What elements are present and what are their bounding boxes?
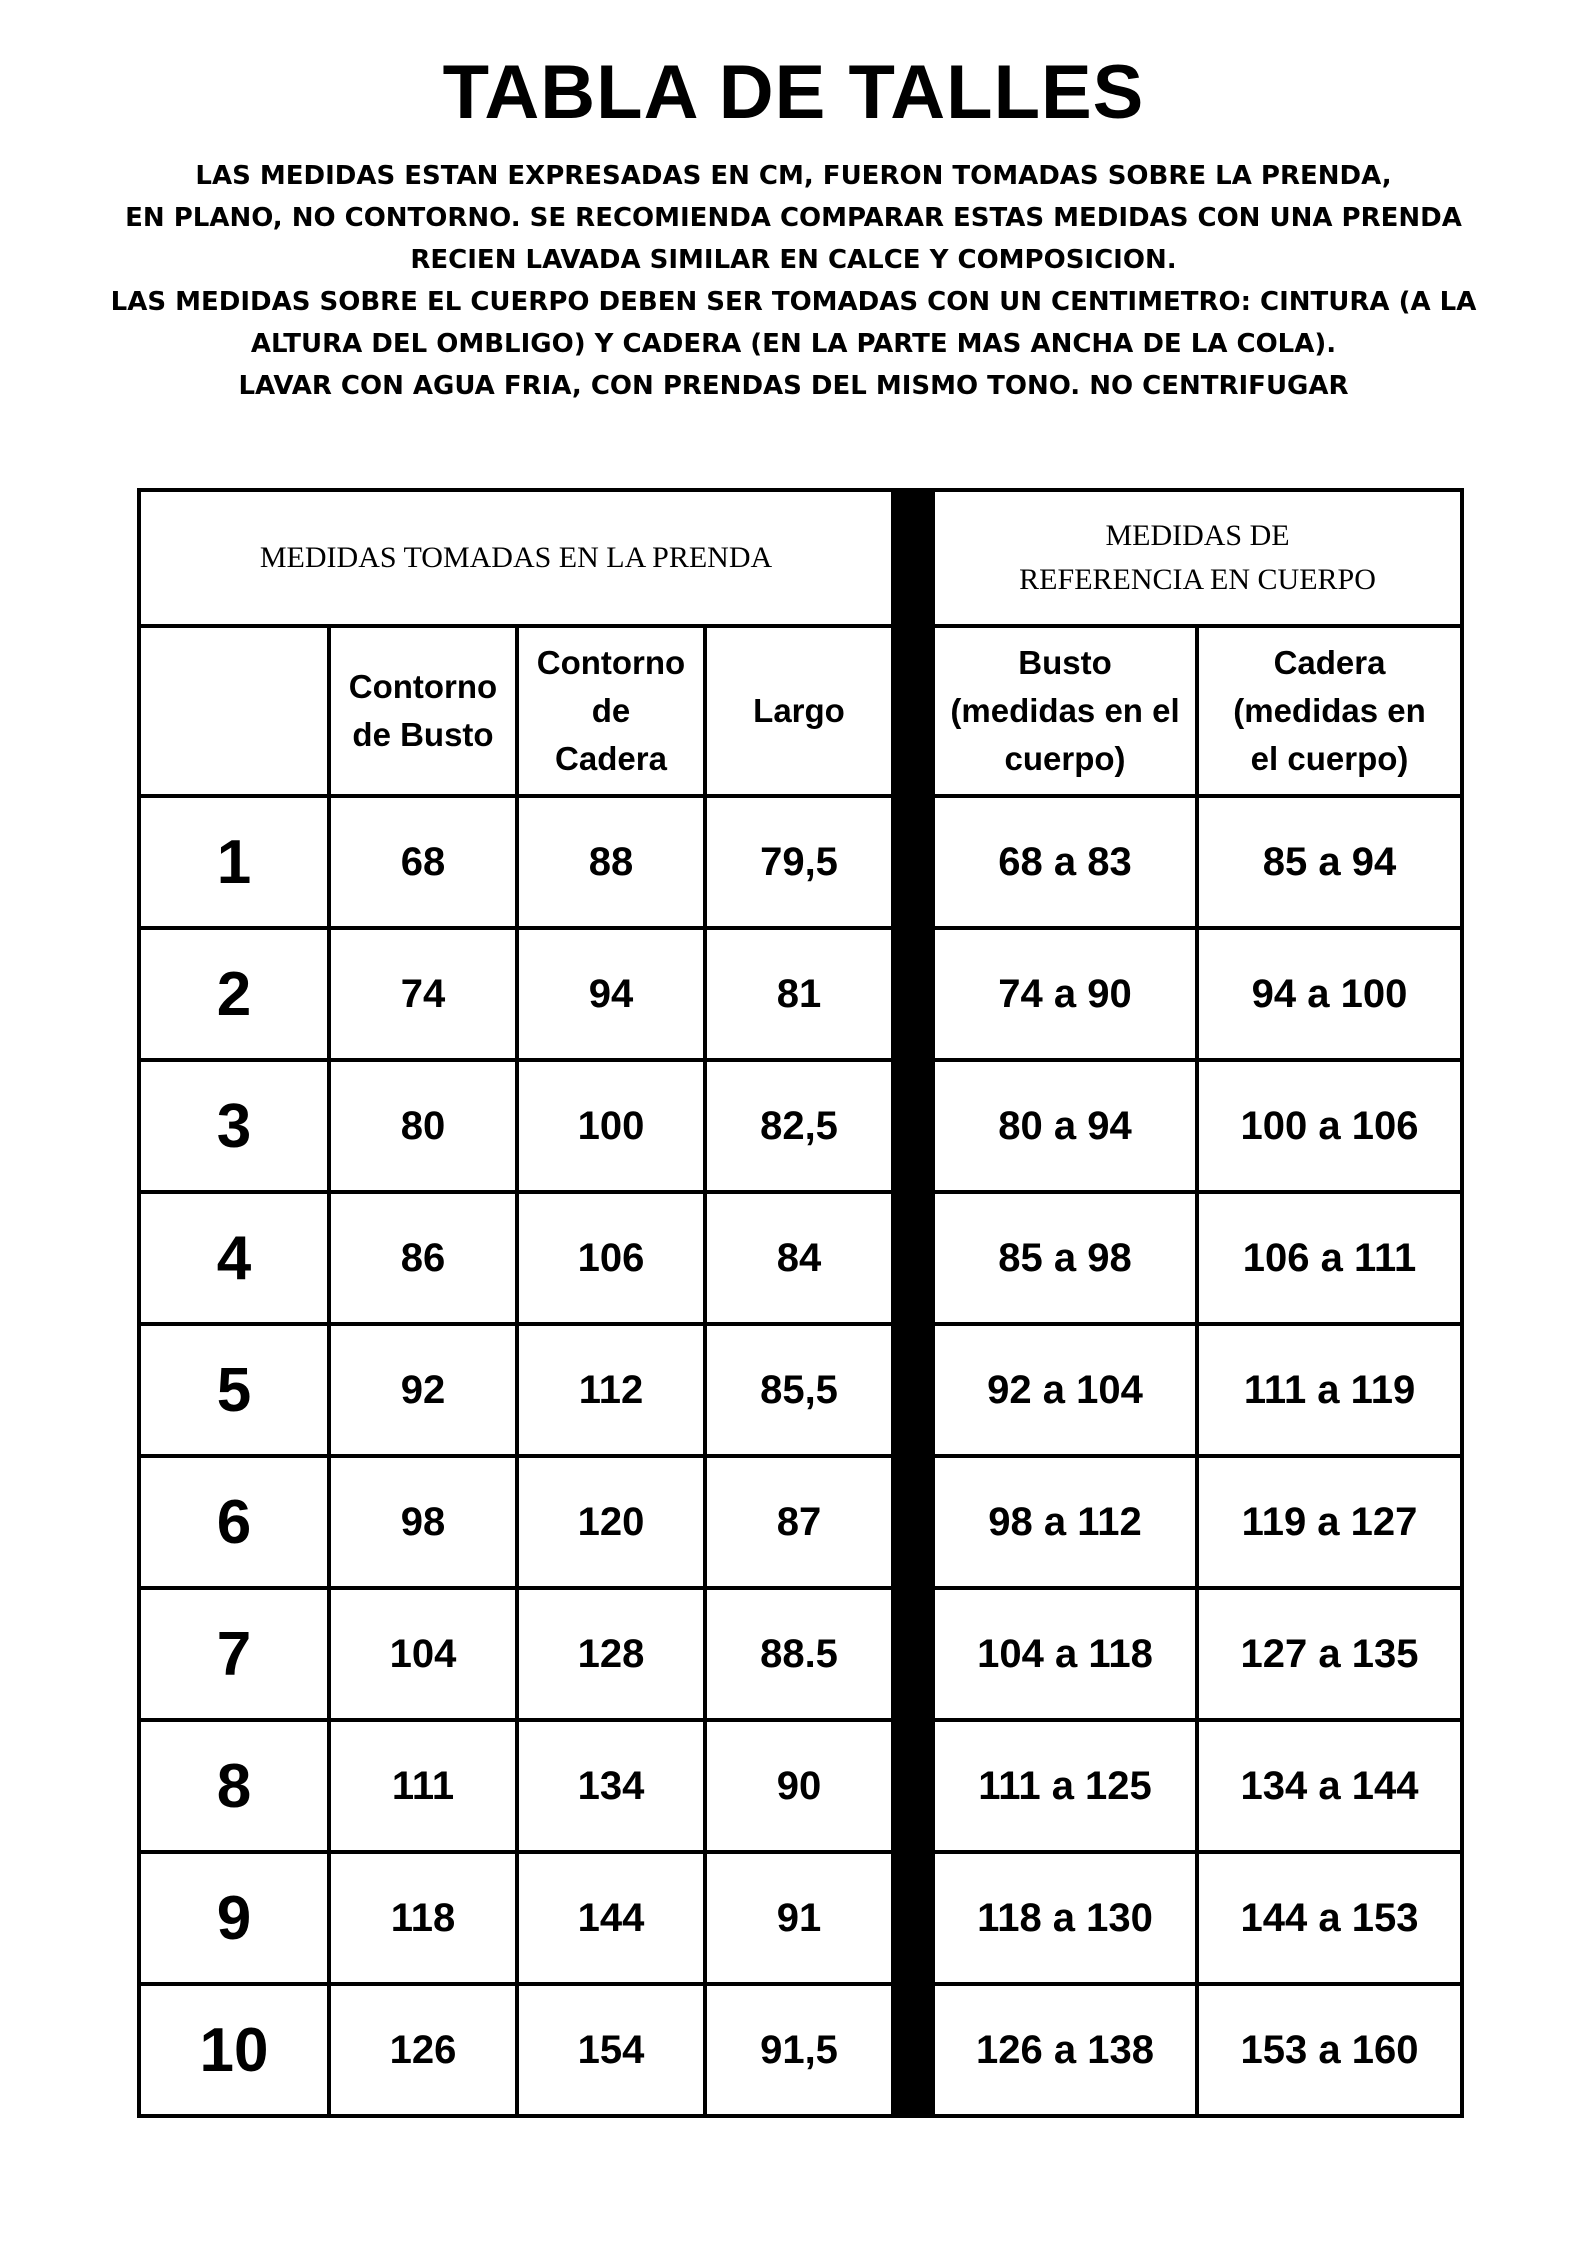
size-cell: 1 <box>139 796 329 928</box>
bust-cell: 68 <box>329 796 517 928</box>
hip-cell: 106 <box>517 1192 705 1324</box>
table-row <box>139 1852 1462 1984</box>
group-header-garment: MEDIDAS TOMADAS EN LA PRENDA <box>139 490 893 626</box>
hip-cell: 112 <box>517 1324 705 1456</box>
header-line: cuerpo) <box>1004 740 1126 777</box>
header-hip <box>517 626 705 796</box>
length-cell: 85,5 <box>705 1324 893 1456</box>
bust-cell: 74 <box>329 928 517 1060</box>
hip-cell: 144 <box>517 1852 705 1984</box>
body-hip-cell: 134 a 144 <box>1197 1720 1462 1852</box>
hip-cell: 154 <box>517 1984 705 2116</box>
bust-cell: 98 <box>329 1456 517 1588</box>
length-cell: 91,5 <box>705 1984 893 2116</box>
body-bust-cell: 126 a 138 <box>933 1984 1197 2116</box>
note-line: LAVAR CON AGUA FRIA, CON PRENDAS DEL MISMO TONO. NO CENTRIFUGAR <box>238 371 1349 401</box>
header-size <box>139 626 329 796</box>
length-cell: 88.5 <box>705 1588 893 1720</box>
body-bust-cell: 92 a 104 <box>933 1324 1197 1456</box>
header-line: Contorno <box>348 668 498 705</box>
column-header-row <box>139 626 1462 796</box>
body-hip-cell: 94 a 100 <box>1197 928 1462 1060</box>
bust-cell: 86 <box>329 1192 517 1324</box>
bust-cell: 80 <box>329 1060 517 1192</box>
size-cell: 2 <box>139 928 329 1060</box>
length-cell: 84 <box>705 1192 893 1324</box>
group-header-body-line: REFERENCIA EN CUERPO <box>1019 563 1376 596</box>
size-cell: 4 <box>139 1192 329 1324</box>
note-line: RECIEN LAVADA SIMILAR EN CALCE Y COMPOSICION. <box>410 245 1177 275</box>
table-row <box>139 1324 1462 1456</box>
size-cell: 6 <box>139 1456 329 1588</box>
body-bust-cell: 118 a 130 <box>933 1852 1197 1984</box>
length-cell: 87 <box>705 1456 893 1588</box>
note-line: EN PLANO, NO CONTORNO. SE RECOMIENDA COMPARAR ESTAS MEDIDAS CON UNA PRENDA <box>125 203 1462 233</box>
body-hip-cell: 111 a 119 <box>1197 1324 1462 1456</box>
table-row <box>139 928 1462 1060</box>
header-length <box>705 626 893 796</box>
header-line: Largo <box>753 692 845 729</box>
body-hip-cell: 127 a 135 <box>1197 1588 1462 1720</box>
header-body-hip <box>1197 626 1462 796</box>
table-row <box>139 1984 1462 2116</box>
header-line: Contorno <box>536 644 686 681</box>
note-line: ALTURA DEL OMBLIGO) Y CADERA (EN LA PARTE MAS ANCHA DE LA COLA). <box>250 329 1337 359</box>
header-line: de Busto <box>352 716 494 753</box>
header-line: Cadera <box>1273 644 1386 681</box>
table-row <box>139 1060 1462 1192</box>
body-bust-cell: 104 a 118 <box>933 1588 1197 1720</box>
hip-cell: 94 <box>517 928 705 1060</box>
bust-cell: 111 <box>329 1720 517 1852</box>
length-cell: 91 <box>705 1852 893 1984</box>
body-bust-cell: 68 a 83 <box>933 796 1197 928</box>
page-title: TABLA DE TALLES <box>442 50 1145 135</box>
body-bust-cell: 111 a 125 <box>933 1720 1197 1852</box>
size-cell: 7 <box>139 1588 329 1720</box>
table-row <box>139 1588 1462 1720</box>
bust-cell: 126 <box>329 1984 517 2116</box>
hip-cell: 120 <box>517 1456 705 1588</box>
body-bust-cell: 85 a 98 <box>933 1192 1197 1324</box>
body-hip-cell: 85 a 94 <box>1197 796 1462 928</box>
body-hip-cell: 153 a 160 <box>1197 1984 1462 2116</box>
group-header-body <box>933 490 1462 626</box>
note-line: LAS MEDIDAS SOBRE EL CUERPO DEBEN SER TOMADAS CON UN CENTIMETRO: CINTURA (A LA <box>110 287 1477 317</box>
size-cell: 9 <box>139 1852 329 1984</box>
body-hip-cell: 119 a 127 <box>1197 1456 1462 1588</box>
group-header-body-line: MEDIDAS DE <box>1105 519 1290 552</box>
hip-cell: 100 <box>517 1060 705 1192</box>
body-hip-cell: 106 a 111 <box>1197 1192 1462 1324</box>
header-line: Busto <box>1018 644 1112 681</box>
size-cell: 5 <box>139 1324 329 1456</box>
header-line: (medidas en <box>1233 692 1426 729</box>
body-bust-cell: 98 a 112 <box>933 1456 1197 1588</box>
size-notes <box>60 155 1527 407</box>
body-hip-cell: 100 a 106 <box>1197 1060 1462 1192</box>
hip-cell: 134 <box>517 1720 705 1852</box>
table-row <box>139 1192 1462 1324</box>
table-row <box>139 1456 1462 1588</box>
body-hip-cell: 144 a 153 <box>1197 1852 1462 1984</box>
size-cell: 3 <box>139 1060 329 1192</box>
bust-cell: 92 <box>329 1324 517 1456</box>
hip-cell: 88 <box>517 796 705 928</box>
body-bust-cell: 74 a 90 <box>933 928 1197 1060</box>
length-cell: 79,5 <box>705 796 893 928</box>
note-line: LAS MEDIDAS ESTAN EXPRESADAS EN CM, FUERON TOMADAS SOBRE LA PRENDA, <box>195 161 1392 191</box>
bust-cell: 104 <box>329 1588 517 1720</box>
body-bust-cell: 80 a 94 <box>933 1060 1197 1192</box>
length-cell: 82,5 <box>705 1060 893 1192</box>
table-row <box>139 1720 1462 1852</box>
hip-cell: 128 <box>517 1588 705 1720</box>
group-header-row <box>139 490 1462 626</box>
column-divider <box>893 490 933 2116</box>
size-cell: 10 <box>139 1984 329 2116</box>
header-body-bust <box>933 626 1197 796</box>
size-table <box>137 488 1464 2118</box>
header-line: (medidas en el <box>950 692 1180 729</box>
header-line: el cuerpo) <box>1250 740 1409 777</box>
bust-cell: 118 <box>329 1852 517 1984</box>
table-row <box>139 796 1462 928</box>
length-cell: 90 <box>705 1720 893 1852</box>
header-line: Cadera <box>555 740 667 777</box>
size-cell: 8 <box>139 1720 329 1852</box>
header-line: de <box>591 692 631 729</box>
length-cell: 81 <box>705 928 893 1060</box>
header-bust <box>329 626 517 796</box>
